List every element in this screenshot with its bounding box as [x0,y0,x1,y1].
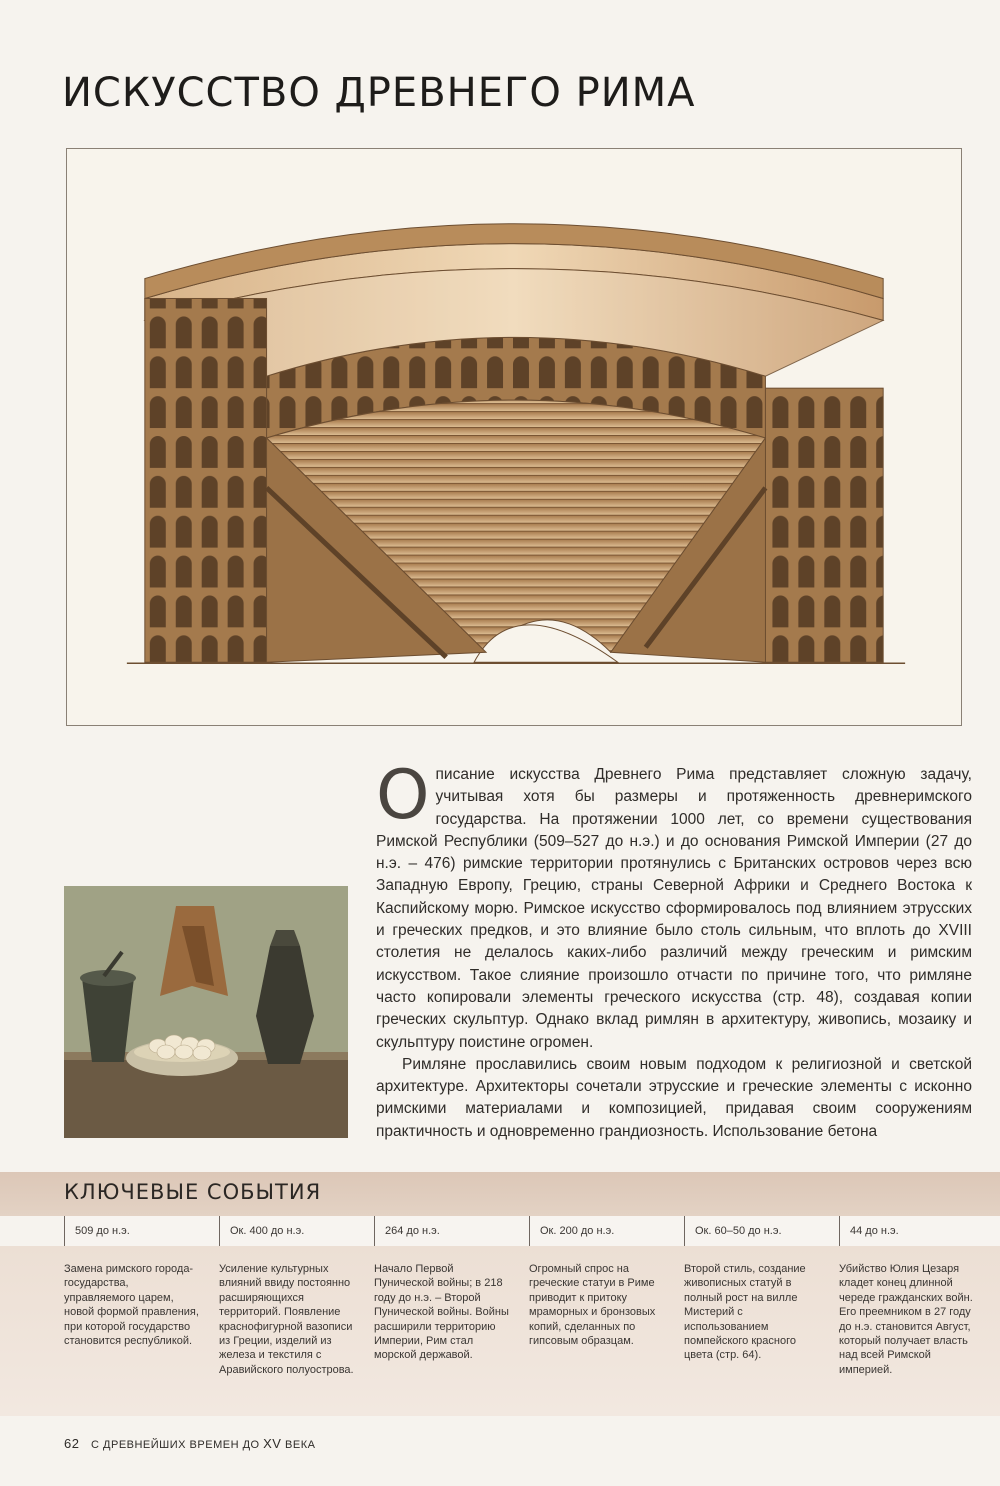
event-date: 264 до н.э. [374,1216,524,1246]
event-description: Замена римского города-государства, управляемого царем, новой формой правления, при которой государство становится республикой. [64,1263,199,1348]
page-title: ИСКУССТВО ДРЕВНЕГО РИМА [62,70,696,116]
event-description: Начало Первой Пунической войны; в 218 году до н.э. – Второй Пунической войны. Войны расширили территорию Империи, Рим стал морской державой. [374,1263,509,1362]
page-footer [64,1436,315,1451]
event-date: Ок. 400 до н.э. [219,1216,369,1246]
event-description: Огромный спрос на греческие статуи в Риме приводит к притоку мраморных и бронзовых копий, сделанных по гипсовым образцам. [529,1263,656,1348]
key-events-title: КЛЮЧЕВЫЕ СОБЫТИЯ [64,1180,322,1204]
event-date: Ок. 60–50 до н.э. [684,1216,834,1246]
paragraph-1-text: писание искусства Древнего Рима представляет сложную задачу, учитывая хотя бы размеры и протяженность древнеримского государства. На протяжении 1000 лет, со времени существования Римской Республики (509–527 до н.э.) и до основания Римской Империи (27 до н.э. – 476) римские территории протянулись с Британских островов через всю Западную Европу, Грецию, страны Северной Африки и Среднего Востока к Каспийскому морю. Римское искусство сформировалось под влиянием этрусских и греческих предков, и это влияние было столь сильным, что вплоть до XVIII столетия не делалось каких-либо различий между греческим и римским искусством. Такое слияние произошло отчасти по причине того, что римляне часто копировали элементы греческого искусства (стр. 48), создавая копии греческих скульптур. Однако вклад римлян в архитектуру, живопись, мозаику и скульптуру поистине огромен. [376,766,972,1051]
event-description: Усиление культурных влияний ввиду постоянно расширяющихся территорий. Появление краснофигурной вазописи из Греции, изделий из железа и текстиля с Аравийского полуострова. [219,1263,354,1376]
footer-century: XV [263,1436,282,1451]
event-description: Второй стиль, создание живописных статуй в полный рост на вилле Мистерий с использованием помпейского красного цвета (стр. 64). [684,1263,806,1362]
paragraph-2: Римляне прославились своим новым подходом к религиозной и светской архитектуре. Архитекторы сочетали этрусские и греческие элементы с исконно римскими материалами и композицией, придавая своим сооружениям практичность и одновременно грандиозность. Использование бетона [376,1055,972,1140]
colosseum-engraving [66,148,962,726]
drop-cap: О [376,756,430,835]
footer-section: С ДРЕВНЕЙШИХ ВРЕМЕН ДО [91,1439,260,1451]
event-description: Убийство Юлия Цезаря кладет конец длинной череде гражданских войн. Его преемником в 27 году до н.э. становится Август, который получает власть над всей Римской империей. [839,1263,973,1376]
event-date: 44 до н.э. [839,1216,989,1246]
event-date: 509 до н.э. [64,1216,214,1246]
page-number: 62 [64,1436,80,1451]
article-body [376,756,972,1143]
event-date: Ок. 200 до н.э. [529,1216,679,1246]
paragraph-1 [376,756,972,1054]
pompeian-still-life-fresco [64,886,348,1138]
footer-section-end: ВЕКА [285,1439,316,1451]
